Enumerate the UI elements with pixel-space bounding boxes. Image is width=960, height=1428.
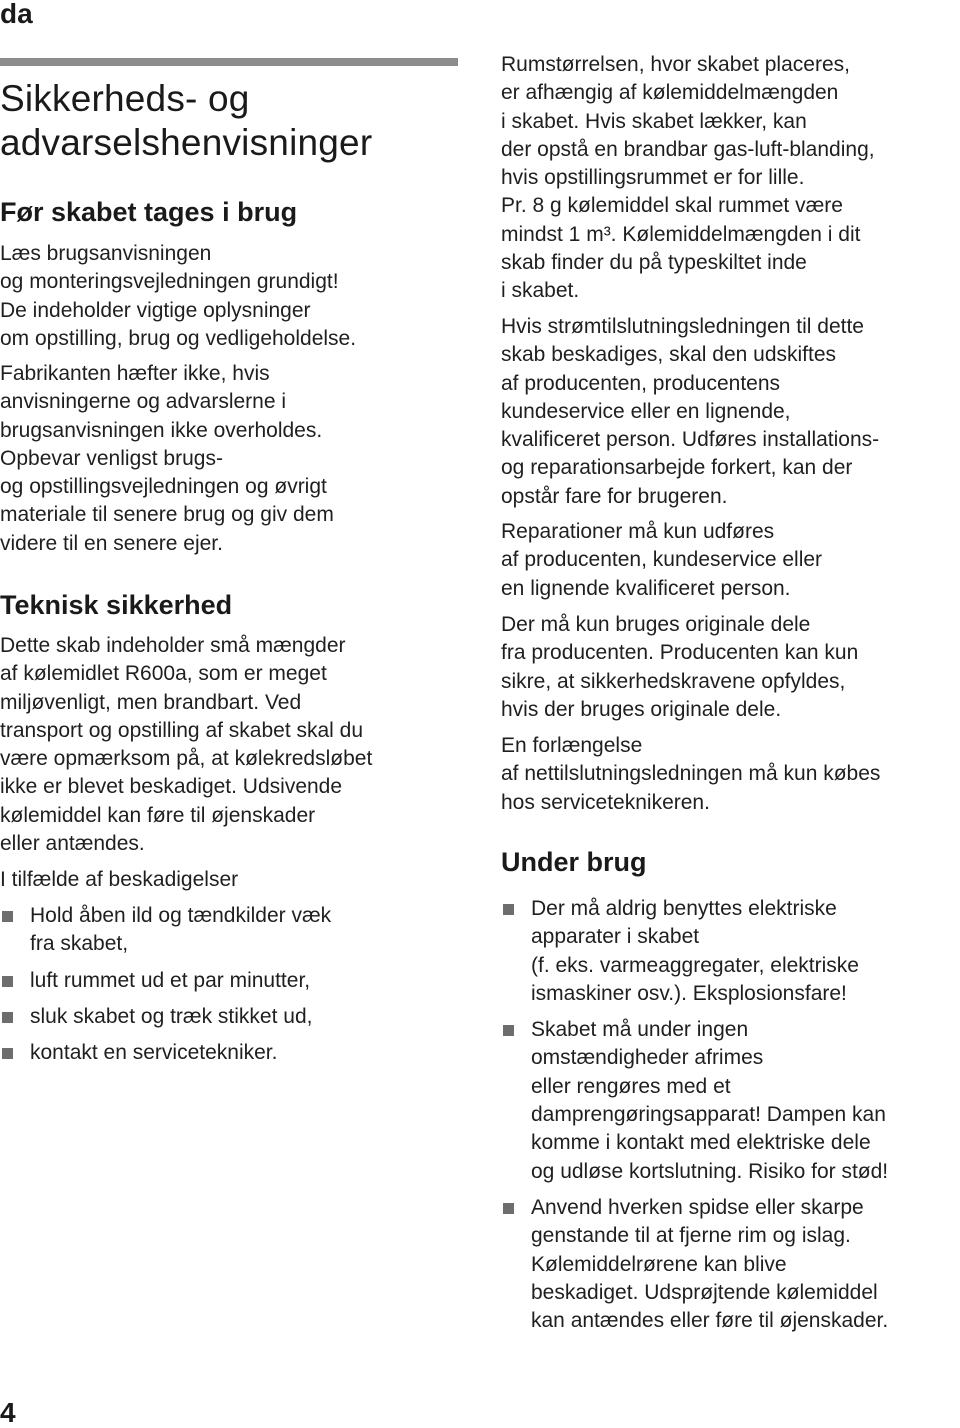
paragraph-extension-cord bbox=[501, 732, 960, 817]
heading-before-use: Før skabet tages i brug bbox=[0, 197, 298, 227]
bullet-square-icon bbox=[2, 1048, 13, 1059]
list-item bbox=[501, 1016, 960, 1186]
paragraph-in-case-of-damage: I tilfælde af beskadigelser bbox=[0, 868, 239, 891]
list-item-line: genstande til at fjerne rim og islag. bbox=[531, 1224, 851, 1248]
text-line: i skabet. Hvis skabet lækker, kan bbox=[501, 109, 807, 133]
list-item-line: luft rummet ud et par minutter, bbox=[30, 968, 311, 992]
paragraph-power-cord bbox=[501, 313, 960, 511]
text-line: ikke er blevet beskadiget. Udsivende bbox=[0, 775, 343, 799]
text-line: Dette skab indeholder små mængder bbox=[0, 634, 346, 657]
bullet-square-icon bbox=[2, 976, 13, 987]
text-line: brugsanvisningen ikke overholdes. bbox=[0, 418, 323, 442]
text-line: Hvis strømtilslutningsledningen til dette bbox=[501, 315, 864, 338]
bullet-square-icon bbox=[2, 911, 13, 922]
language-code: da bbox=[0, 0, 33, 29]
list-item-line: kontakt en servicetekniker. bbox=[30, 1041, 278, 1065]
damage-steps-list bbox=[0, 902, 462, 1067]
text-line: Der må kun bruges originale dele bbox=[501, 613, 811, 636]
heading-technical-safety: Teknisk sikkerhed bbox=[0, 590, 233, 620]
text-line: Pr. 8 g kølemiddel skal rummet være bbox=[501, 194, 843, 218]
paragraph-liability bbox=[0, 360, 462, 558]
text-line: hvis opstillingsrummet er for lille. bbox=[501, 166, 805, 190]
text-line: hvis der bruges originale dele. bbox=[501, 697, 782, 721]
list-item-line: omstændigheder afrimes bbox=[531, 1046, 764, 1070]
text-line: Opbevar venligst brugs- bbox=[0, 446, 223, 470]
text-line: skab finder du på typeskiltet inde bbox=[501, 251, 807, 275]
text-line: Fabrikanten hæfter ikke, hvis bbox=[0, 362, 270, 385]
page-title-line: advarselshenvisninger bbox=[0, 122, 373, 163]
text-line: og reparationsarbejde forkert, kan der bbox=[501, 456, 853, 480]
text-line: være opmærksom på, at kølekredsløbet bbox=[0, 747, 373, 771]
list-item bbox=[0, 967, 462, 995]
list-item-line: komme i kontakt med elektriske dele bbox=[531, 1131, 871, 1155]
text-line: videre til en senere ejer. bbox=[0, 531, 223, 555]
text-line: materiale til senere brug og giv dem bbox=[0, 503, 334, 527]
bullet-square-icon bbox=[503, 904, 514, 915]
list-item-line: sluk skabet og træk stikket ud, bbox=[30, 1004, 313, 1028]
text-line: i skabet. bbox=[501, 279, 580, 303]
text-line: En forlængelse bbox=[501, 734, 643, 757]
page-title bbox=[0, 77, 460, 165]
text-line: transport og opstilling af skabet skal du bbox=[0, 718, 364, 742]
text-line: af producenten, kundeservice eller bbox=[501, 548, 823, 572]
paragraph-repairs bbox=[501, 518, 960, 603]
list-item bbox=[501, 1194, 960, 1335]
text-line: opstår fare for brugeren. bbox=[501, 484, 728, 508]
paragraph-original-parts bbox=[501, 611, 960, 724]
page-number: 4 bbox=[0, 1397, 16, 1428]
list-item bbox=[0, 1039, 462, 1067]
text-line: miljøvenligt, men brandbart. Ved bbox=[0, 690, 302, 714]
text-line: og monteringsvejledningen grundigt! bbox=[0, 270, 339, 294]
list-item-line: fra skabet, bbox=[30, 932, 129, 956]
list-item-line: damprengøringsapparat! Dampen kan bbox=[531, 1103, 886, 1127]
heading-during-use: Under brug bbox=[501, 847, 647, 877]
usage-warnings-list bbox=[501, 895, 960, 1335]
list-item bbox=[501, 895, 960, 1008]
text-line: om opstilling, brug og vedligeholdelse. bbox=[0, 326, 357, 350]
list-item-line: Anvend hverken spidse eller skarpe bbox=[531, 1195, 864, 1219]
text-line: er afhængig af kølemiddelmængden bbox=[501, 81, 839, 105]
bullet-square-icon bbox=[503, 1025, 514, 1036]
text-line: af producenten, producentens bbox=[501, 371, 781, 395]
list-item bbox=[0, 1003, 462, 1031]
list-item-line: eller rengøres med et bbox=[531, 1074, 731, 1098]
list-item-line: ismaskiner osv.). Eksplosionsfare! bbox=[531, 981, 847, 1005]
text-line: en lignende kvalificeret person. bbox=[501, 576, 791, 600]
text-line: Reparationer må kun udføres bbox=[501, 520, 775, 543]
bullet-square-icon bbox=[503, 1203, 514, 1214]
text-line: De indeholder vigtige oplysninger bbox=[0, 298, 311, 322]
list-item-line: Skabet må under ingen bbox=[531, 1018, 749, 1042]
text-line: Læs brugsanvisningen bbox=[0, 242, 212, 265]
text-line: af nettilslutningsledningen må kun købes bbox=[501, 762, 881, 786]
list-item-line: kan antændes eller føre til øjenskader. bbox=[531, 1309, 889, 1333]
title-rule bbox=[0, 58, 458, 66]
text-line: hos serviceteknikeren. bbox=[501, 790, 710, 814]
list-item-line: Kølemiddelrørene kan blive bbox=[531, 1252, 787, 1276]
text-line: kølemiddel kan føre til øjenskader bbox=[0, 803, 316, 827]
paragraph-room-size bbox=[501, 51, 960, 306]
text-line: af kølemidlet R600a, som er meget bbox=[0, 662, 327, 686]
list-item-line: Hold åben ild og tændkilder væk bbox=[30, 904, 332, 927]
text-line: kvalificeret person. Udføres installations- bbox=[501, 428, 880, 452]
text-line: eller antændes. bbox=[0, 832, 145, 856]
bullet-square-icon bbox=[2, 1012, 13, 1023]
text-line: og opstillingsvejledningen og øvrigt bbox=[0, 475, 327, 499]
list-item-line: og udløse kortslutning. Risiko for stød! bbox=[531, 1159, 889, 1183]
text-line: skab beskadiges, skal den udskiftes bbox=[501, 343, 837, 367]
list-item-line: (f. eks. varmeaggregater, elektriske bbox=[531, 953, 859, 977]
list-item bbox=[0, 902, 462, 959]
text-line: Rumstørrelsen, hvor skabet placeres, bbox=[501, 53, 850, 76]
text-line: sikre, at sikkerhedskravene opfyldes, bbox=[501, 669, 846, 693]
paragraph-refrigerant bbox=[0, 632, 462, 858]
text-line: kundeservice eller en lignende, bbox=[501, 399, 791, 423]
text-line: der opstå en brandbar gas-luft-blanding, bbox=[501, 137, 875, 161]
paragraph-read-manual bbox=[0, 240, 462, 353]
list-item-line: Der må aldrig benyttes elektriske bbox=[531, 897, 837, 920]
text-line: mindst 1 m³. Kølemiddelmængden i dit bbox=[501, 222, 861, 246]
list-item-line: beskadiget. Udsprøjtende kølemiddel bbox=[531, 1280, 878, 1304]
text-line: anvisningerne og advarslerne i bbox=[0, 390, 287, 414]
text-line: fra producenten. Producenten kan kun bbox=[501, 641, 859, 665]
page-title-line: Sikkerheds- og bbox=[0, 78, 250, 119]
list-item-line: apparater i skabet bbox=[531, 925, 700, 949]
